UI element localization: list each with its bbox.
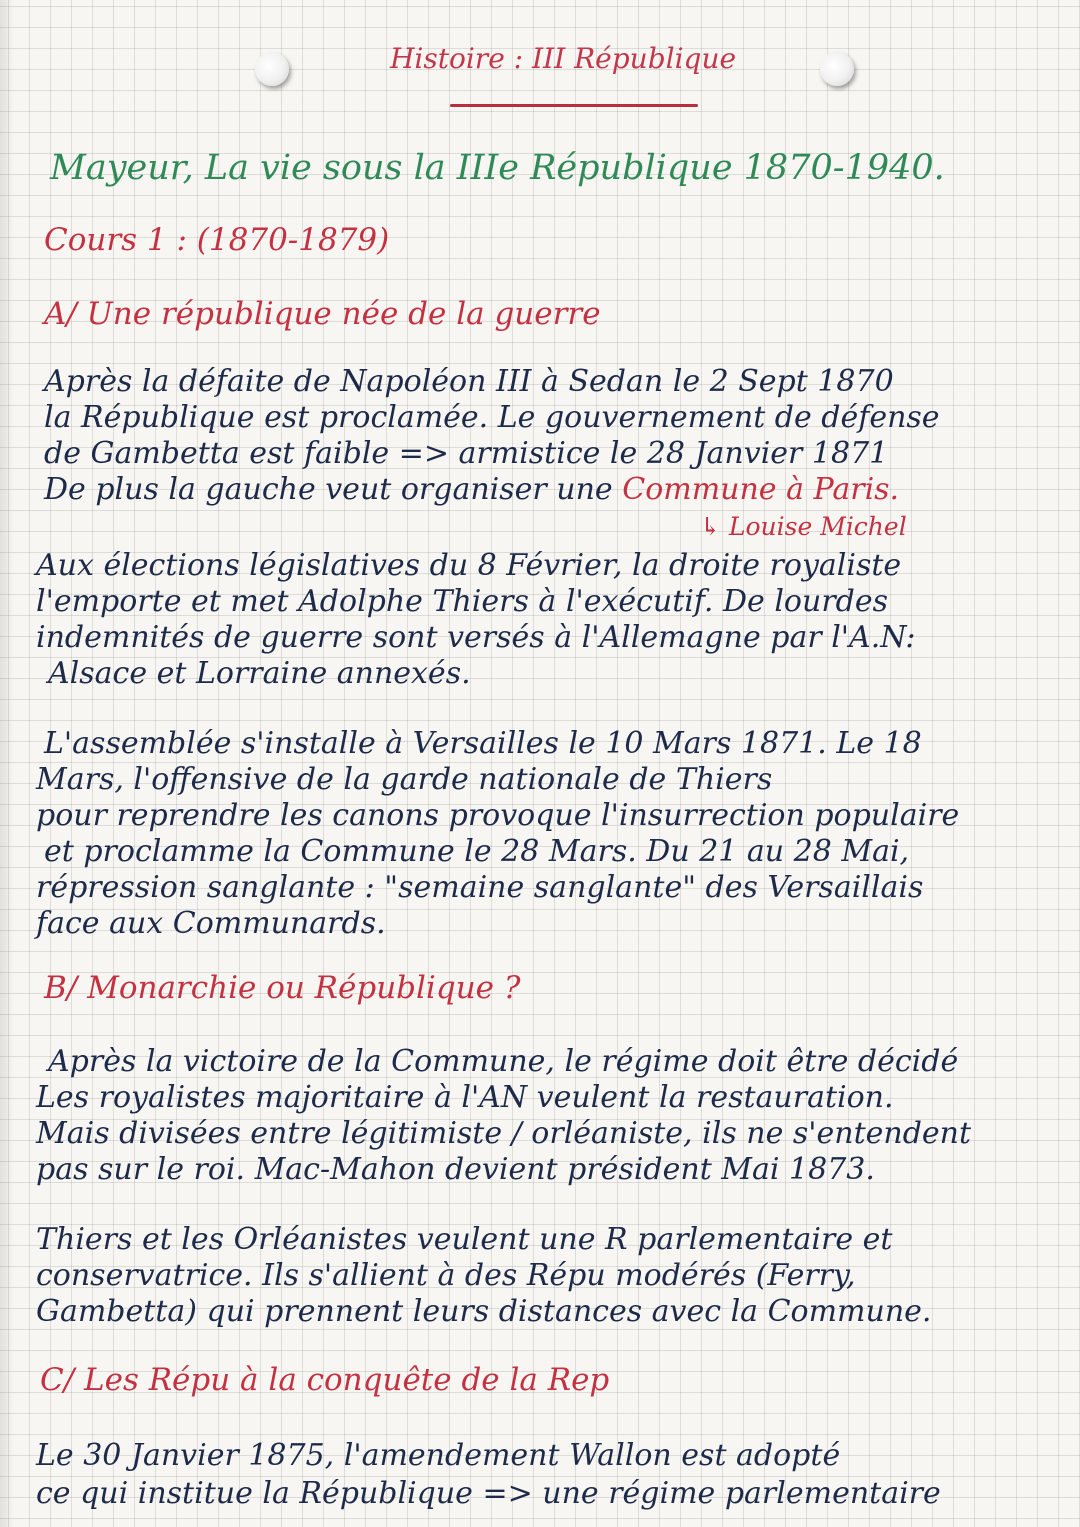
section-b-heading: B/ Monarchie ou République ? bbox=[44, 970, 521, 1006]
book-reference: Mayeur, La vie sous la IIIe République 1870-1940. bbox=[50, 148, 945, 188]
section-a-heading: A/ Une république née de la guerre bbox=[44, 296, 601, 332]
paragraph-line: Alsace et Lorraine annexés. bbox=[48, 656, 471, 691]
paragraph-line: Après la défaite de Napoléon III à Sedan le 2 Sept 1870 bbox=[44, 364, 894, 399]
paragraph-line: Thiers et les Orléanistes veulent une R parlementaire et bbox=[36, 1222, 893, 1257]
commune-highlight: Commune à Paris. bbox=[622, 472, 900, 507]
punch-hole-left bbox=[255, 52, 289, 86]
punch-hole-right bbox=[820, 52, 854, 86]
paragraph-line: Mais divisées entre légitimiste / orléaniste, ils ne s'entendent bbox=[36, 1116, 972, 1151]
paragraph-line: De plus la gauche veut organiser une Commune à Paris. bbox=[44, 472, 900, 507]
paragraph-line: répression sanglante : "semaine sanglante" des Versaillais bbox=[36, 870, 924, 905]
paragraph-line: Gambetta) qui prennent leurs distances avec la Commune. bbox=[36, 1294, 932, 1329]
paragraph-line: et proclamme la Commune le 28 Mars. Du 21 au 28 Mai, bbox=[44, 834, 910, 869]
side-note-louise-michel: ↳ Louise Michel bbox=[700, 512, 907, 541]
section-c-heading: C/ Les Répu à la conquête de la Rep bbox=[40, 1362, 610, 1398]
paragraph-line: conservatrice. Ils s'allient à des Répu modérés (Ferry, bbox=[36, 1258, 856, 1293]
title-underline bbox=[450, 104, 698, 107]
paragraph-line: Le 30 Janvier 1875, l'amendement Wallon est adopté bbox=[36, 1438, 841, 1473]
paragraph-line: l'emporte et met Adolphe Thiers à l'exécutif. De lourdes bbox=[36, 584, 889, 619]
paragraph-line: la République est proclamée. Le gouvernement de défense bbox=[44, 400, 940, 435]
paragraph-line: Les royalistes majoritaire à l'AN veulent la restauration. bbox=[36, 1080, 894, 1115]
paragraph-line: ce qui institue la République => une régime parlementaire bbox=[36, 1476, 941, 1511]
paragraph-line: Mars, l'offensive de la garde nationale de Thiers bbox=[36, 762, 773, 797]
paragraph-line: Aux élections législatives du 8 Février, la droite royaliste bbox=[36, 548, 902, 583]
page-title: Histoire : III République bbox=[390, 42, 737, 75]
course-heading: Cours 1 : (1870-1879) bbox=[44, 222, 390, 258]
paragraph-line: L'assemblée s'installe à Versailles le 10 Mars 1871. Le 18 bbox=[44, 726, 922, 761]
paragraph-line: de Gambetta est faible => armistice le 28 Janvier 1871 bbox=[44, 436, 889, 471]
paragraph-line: Après la victoire de la Commune, le régime doit être décidé bbox=[48, 1044, 959, 1079]
paragraph-line: indemnités de guerre sont versés à l'Allemagne par l'A.N: bbox=[36, 620, 916, 655]
paragraph-line: face aux Communards. bbox=[36, 906, 386, 941]
paragraph-line: pour reprendre les canons provoque l'insurrection populaire bbox=[36, 798, 960, 833]
paragraph-line: pas sur le roi. Mac-Mahon devient président Mai 1873. bbox=[36, 1152, 875, 1187]
